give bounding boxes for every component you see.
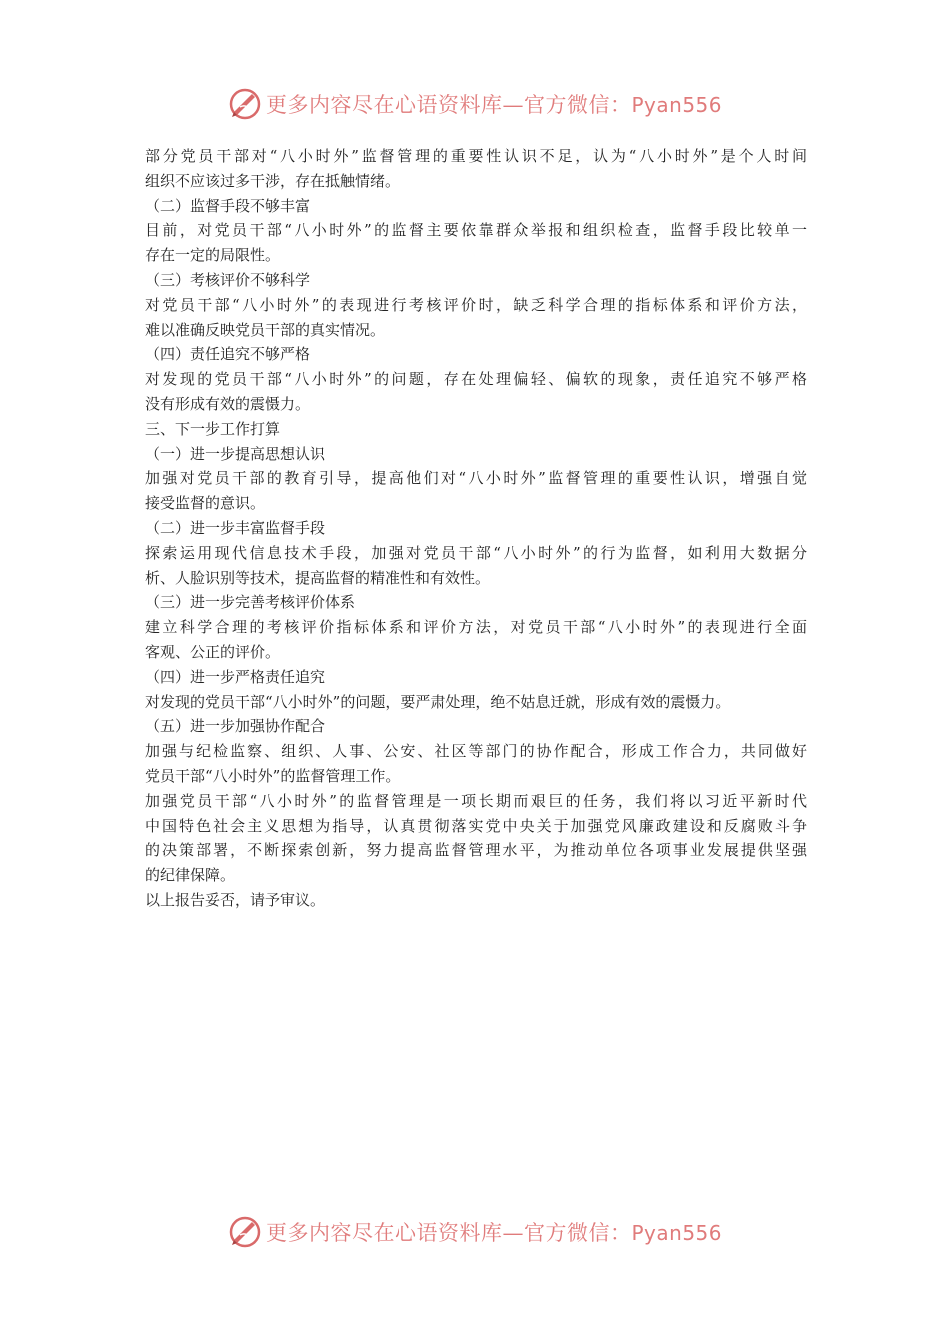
footer-watermark (0, 1212, 950, 1252)
text-line: 加强与纪检监察、组织、人事、公安、社区等部门的协作配合，形成工作合力，共同做好 (145, 742, 807, 761)
header-wechat-id: Pyan556 (631, 93, 722, 117)
text-line: （四）进一步严格责任追究 (145, 667, 326, 686)
text-line: 加强党员干部“八小时外”的监督管理是一项长期而艰巨的任务，我们将以习近平新时代 (145, 791, 807, 810)
text-line: 加强对党员干部的教育引导，提高他们对“八小时外”监督管理的重要性认识，增强自觉 (145, 469, 807, 488)
footer-watermark-text: 更多内容尽在心语资料库—官方微信：Pyan556 (265, 1221, 722, 1245)
pen-logo-icon (228, 87, 262, 121)
text-line: 没有形成有效的震慑力。 (145, 394, 311, 413)
pen-logo-icon (228, 1215, 262, 1249)
text-line: （三）考核评价不够科学 (145, 270, 311, 289)
text-line: 探索运用现代信息技术手段，加强对党员干部“八小时外”的行为监督，如利用大数据分 (145, 543, 807, 562)
text-line: 建立科学合理的考核评价指标体系和评价方法，对党员干部“八小时外”的表现进行全面 (145, 618, 807, 637)
text-line: 中国特色社会主义思想为指导，认真贯彻落实党中央关于加强党风廉政建设和反腐败斗争 (145, 816, 807, 835)
text-line: 析、人脸识别等技术，提高监督的精准性和有效性。 (145, 568, 491, 587)
text-line: 难以准确反映党员干部的真实情况。 (145, 320, 386, 339)
text-line: （二）监督手段不够丰富 (145, 196, 311, 215)
text-line: 三、下一步工作打算 (145, 419, 281, 438)
text-line: 对发现的党员干部“八小时外”的问题，存在处理偏轻、偏软的现象，责任追究不够严格 (145, 370, 807, 389)
footer-wechat-id: Pyan556 (631, 1221, 722, 1245)
text-line: 对党员干部“八小时外”的表现进行考核评价时，缺乏科学合理的指标体系和评价方法， (145, 295, 807, 314)
text-line: 组织不应该过多干涉，存在抵触情绪。 (145, 171, 401, 190)
text-line: 以上报告妥否，请予审议。 (145, 890, 326, 909)
text-line: 部分党员干部对“八小时外”监督管理的重要性认识不足，认为“八小时外”是个人时间 (145, 147, 807, 165)
header-watermark (0, 84, 950, 124)
text-line: 的纪律保障。 (145, 866, 236, 885)
text-line: （四）责任追究不够严格 (145, 345, 311, 364)
header-watermark-text: 更多内容尽在心语资料库—官方微信：Pyan556 (265, 93, 722, 117)
text-line: 的决策部署，不断探索创新，努力提高监督管理水平，为推动单位各项事业发展提供坚强 (145, 841, 807, 860)
text-line: 目前，对党员干部“八小时外”的监督主要依靠群众举报和组织检查，监督手段比较单一 (145, 221, 807, 240)
text-line: （五）进一步加强协作配合 (145, 717, 326, 736)
text-line: 客观、公正的评价。 (145, 642, 281, 661)
text-line: 存在一定的局限性。 (145, 246, 281, 265)
text-line: 党员干部“八小时外”的监督管理工作。 (145, 766, 401, 785)
text-line: 接受监督的意识。 (145, 494, 266, 513)
text-line: （二）进一步丰富监督手段 (145, 518, 326, 537)
text-line: （三）进一步完善考核评价体系 (145, 593, 356, 612)
text-line: （一）进一步提高思想认识 (145, 444, 326, 463)
text-line: 对发现的党员干部“八小时外”的问题，要严肃处理，绝不姑息迁就，形成有效的震慑力。 (145, 692, 731, 711)
document-body (145, 144, 807, 913)
